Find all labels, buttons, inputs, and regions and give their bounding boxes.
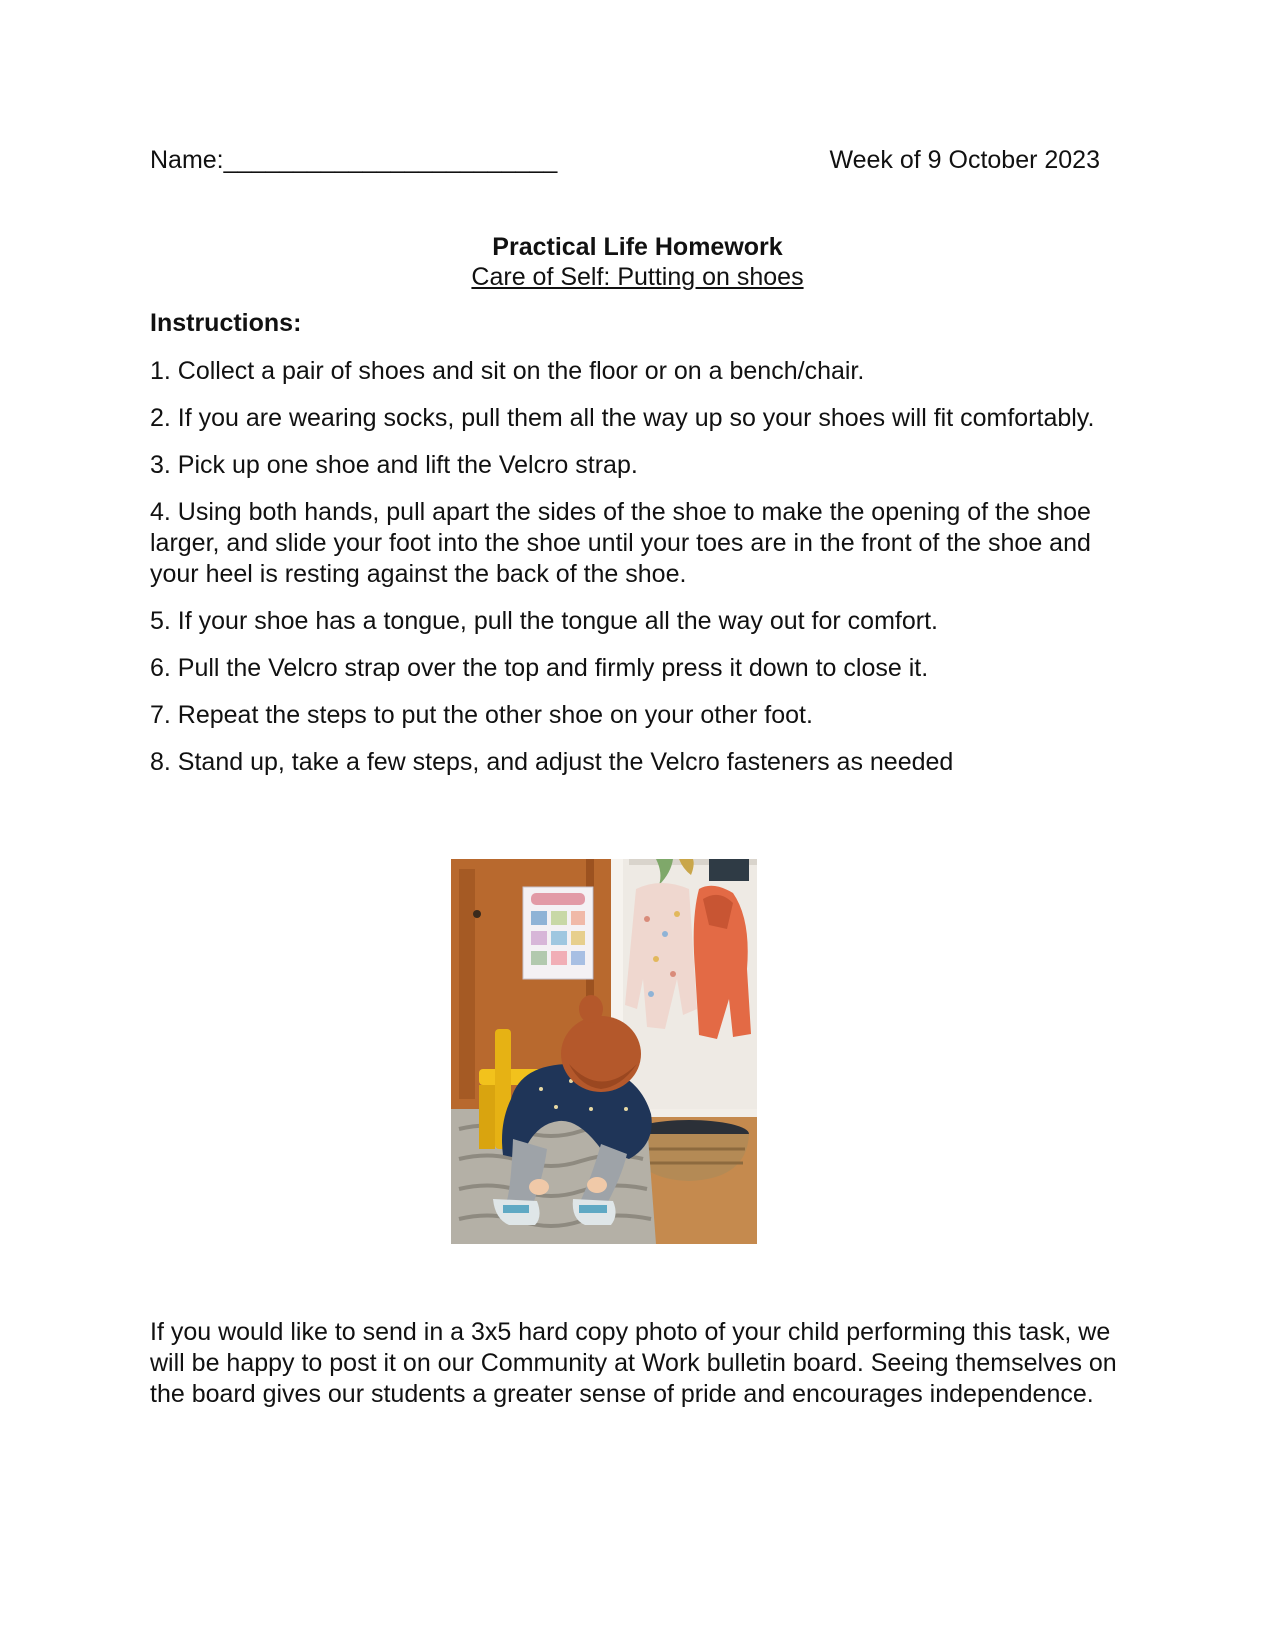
instruction-step: 3. Pick up one shoe and lift the Velcro strap. [150,451,638,479]
instruction-step: 7. Repeat the steps to put the other shoe on your other foot. [150,701,813,729]
header-row [150,146,1100,180]
week-date: Week of 9 October 2023 [829,146,1100,174]
closing-note: If you would like to send in a 3x5 hard copy photo of your child performing this task, we will be happy to post it on our Community at Work bulletin board. Seeing themselves on the board gives our students a greater sense of pride and encourages independence. [150,1318,1117,1408]
instruction-steps [150,356,1110,794]
instruction-step: 2. If you are wearing socks, pull them all the way up so your shoes will fit comfortably. [150,404,1095,432]
child-putting-on-shoes-photo [451,859,757,1244]
instruction-step: 4. Using both hands, pull apart the sides of the shoe to make the opening of the shoe larger, and slide your foot into the shoe until your toes are in the front of the shoe and your heel is resting against the back of the shoe. [150,498,1091,588]
instruction-step: 5. If your shoe has a tongue, pull the tongue all the way out for comfort. [150,607,938,635]
instruction-step: 6. Pull the Velcro strap over the top and firmly press it down to close it. [150,654,929,682]
instructions-heading: Instructions: [150,309,302,337]
instruction-step: 8. Stand up, take a few steps, and adjust the Velcro fasteners as needed [150,748,954,776]
page-subtitle: Care of Self: Putting on shoes [471,263,804,291]
instruction-step: 1. Collect a pair of shoes and sit on the floor or on a bench/chair. [150,357,865,385]
name-field-label: Name:________________________ [150,146,558,174]
page-title: Practical Life Homework [492,233,783,261]
